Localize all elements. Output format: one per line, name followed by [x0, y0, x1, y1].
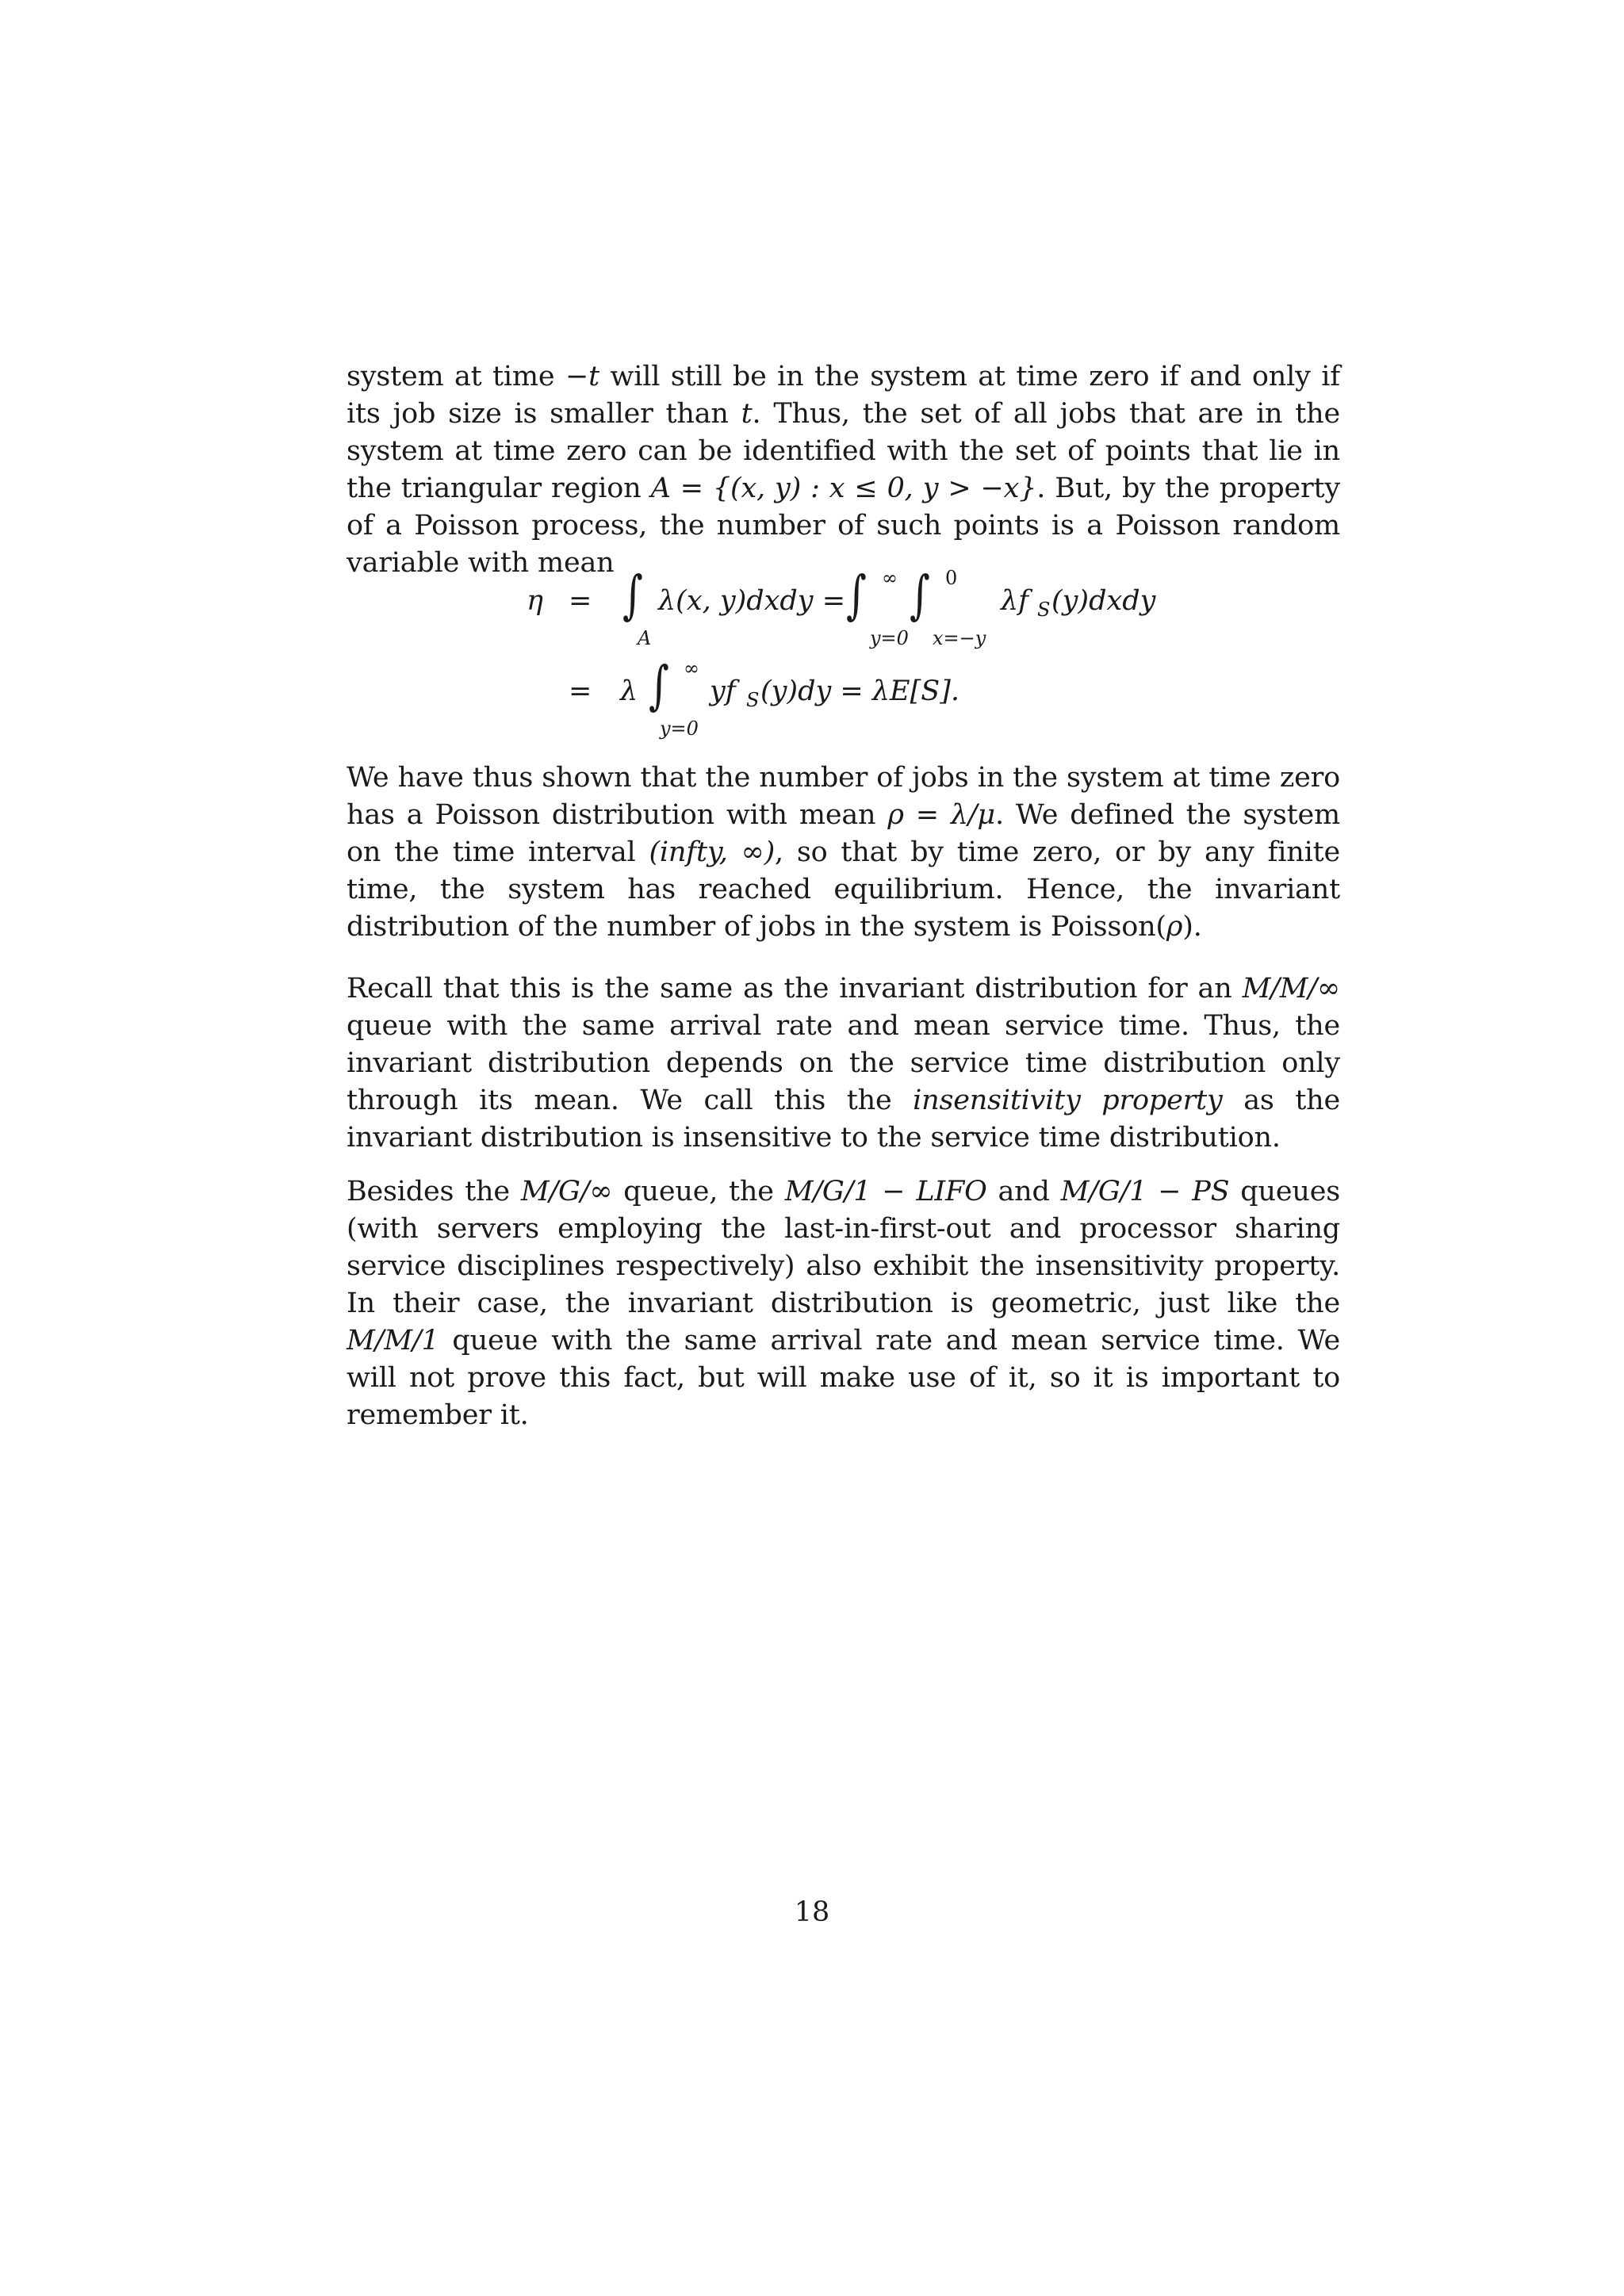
math-inline: M/G/1 − LIFO [784, 1176, 987, 1207]
eq-term: λ [620, 675, 638, 707]
page-number: 18 [794, 1896, 830, 1928]
text-run: ). [1182, 911, 1202, 943]
paragraph-2 [347, 760, 1340, 946]
eq-equals-2: = [569, 675, 592, 707]
eq-term: (y)dy = λE[S]. [760, 675, 959, 707]
math-inline: t [741, 398, 753, 430]
paragraph-4 [347, 1173, 1340, 1434]
text-run: will still be in the system at time zero if and only if its job size is smaller than [347, 361, 1340, 430]
integral-sign: ∫ [846, 564, 867, 626]
math-inline: M/G/1 − PS [1060, 1176, 1230, 1207]
integral-superscript: ∞ [684, 657, 699, 679]
eq-subscript: S [1037, 599, 1051, 621]
text-run: We have thus shown that the number of jobs in the system at time zero has a Poisson distribution with mean [347, 762, 1340, 831]
math-inline: ρ = λ/μ [887, 799, 995, 831]
text-run: queues (with servers employing the last-in-first-out and processor sharing service disciplines respectively) also exhibit the insensitivity property. In their case, the invariant distribution is geometric, just like the [347, 1176, 1340, 1319]
text-run: , so that by time zero, or by any finite time, the system has reached equilibrium. Hence, the invariant distribution of the number of jobs in the system is Poisson( [347, 836, 1340, 943]
text-run: queue with the same arrival rate and mean service time. Thus, the invariant distribution depends on the service time distribution only through its mean. We call this the [347, 1010, 1340, 1116]
integral-sign: ∫ [649, 655, 669, 716]
integral-subscript: y=0 [870, 627, 909, 649]
text-run: . Thus, the set of all jobs that are in the system at time zero can be identified with the set of points that lie in the triangular region [347, 398, 1341, 504]
integral-superscript: ∞ [882, 567, 898, 589]
integral-subscript: x=−y [933, 627, 986, 649]
text-run: Recall that this is the same as the invariant distribution for an [347, 973, 1243, 1004]
text-run: and [986, 1176, 1061, 1207]
eq-equals-1: = [569, 585, 592, 617]
eq-term: (y)dxdy [1051, 585, 1156, 617]
paragraph-3 [347, 970, 1340, 1157]
eq-term: λf [1001, 585, 1029, 617]
eq-lhs: η [527, 585, 543, 617]
math-inline: −t [565, 361, 599, 392]
math-inline: M/G/∞ [520, 1176, 613, 1207]
integral-sign: ∫ [622, 564, 643, 626]
text-run: system at time [347, 361, 565, 392]
text-run: as the invariant distribution is insensitive to the service time distribution. [347, 1085, 1341, 1154]
eq-term: λ(x, y)dxdy = [658, 585, 846, 617]
math-inline: M/M/1 [347, 1325, 439, 1357]
math-inline: ρ [1166, 911, 1183, 943]
integral-superscript: 0 [945, 567, 958, 589]
emphasis: insensitivity property [913, 1085, 1223, 1116]
integral-subscript: A [638, 627, 652, 649]
eq-term: yf [710, 675, 736, 707]
integral-sign: ∫ [910, 564, 930, 626]
math-inline: (infty, ∞) [649, 836, 776, 868]
math-inline: A = {(x, y) : x ≤ 0, y > −x} [650, 473, 1037, 504]
paragraph-1 [347, 358, 1340, 582]
text-run: . We defined the system on the time interval [347, 799, 1340, 868]
text-run: queue, the [612, 1176, 785, 1207]
math-inline: M/M/∞ [1242, 973, 1340, 1004]
text-run: Besides the [347, 1176, 521, 1207]
eq-subscript: S [746, 689, 760, 711]
text-run: . But, by the property of a Poisson process, the number of such points is a Poisson random variable with mean [347, 473, 1340, 579]
text-run: queue with the same arrival rate and mean service time. We will not prove this fact, but will make use of it, so it is important to remember it. [347, 1325, 1340, 1431]
integral-subscript: y=0 [660, 718, 699, 740]
